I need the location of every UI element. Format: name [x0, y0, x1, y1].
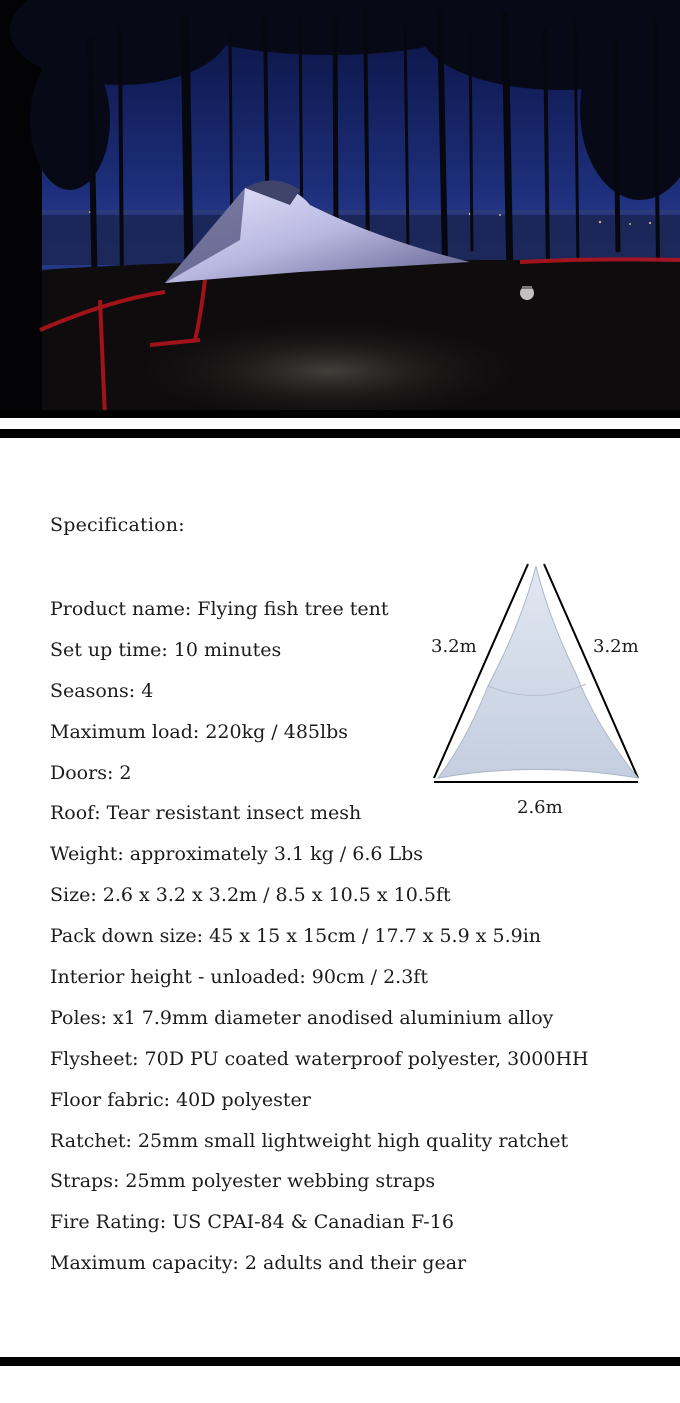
spec-heading: Specification: — [50, 514, 185, 536]
left-side-label: 3.2m — [431, 636, 477, 657]
spec-item: Interior height - unloaded: 90cm / 2.3ft — [50, 966, 428, 989]
spec-item: Straps: 25mm polyester webbing straps — [50, 1170, 436, 1193]
spec-item: Poles: x1 7.9mm diameter anodised aluminium alloy — [50, 1006, 554, 1029]
tent-fabric — [438, 566, 638, 778]
tent-dimension-diagram — [426, 556, 650, 796]
spec-item: Size: 2.6 x 3.2 x 3.2m / 8.5 x 10.5 x 10.5ft — [50, 884, 451, 907]
right-side-label: 3.2m — [593, 636, 639, 657]
spec-item: Maximum capacity: 2 adults and their gear — [50, 1252, 467, 1275]
spec-item: Weight: approximately 3.1 kg / 6.6 Lbs — [50, 843, 424, 866]
top-divider — [0, 429, 680, 438]
spec-item: Maximum load: 220kg / 485lbs — [50, 720, 349, 743]
spec-item: Fire Rating: US CPAI-84 & Canadian F-16 — [50, 1211, 454, 1234]
bottom-divider — [0, 1357, 680, 1366]
spec-item: Flysheet: 70D PU coated waterproof polyester, 3000HH — [50, 1047, 589, 1070]
spec-item: Product name: Flying fish tree tent — [50, 598, 389, 620]
tree-tent-night-scene — [0, 0, 680, 418]
base-label: 2.6m — [517, 797, 563, 818]
spec-item: Set up time: 10 minutes — [50, 638, 282, 661]
spec-item: Floor fabric: 40D polyester — [50, 1088, 311, 1111]
spec-item: Ratchet: 25mm small lightweight high quality ratchet — [50, 1129, 569, 1152]
spec-item: Pack down size: 45 x 15 x 15cm / 17.7 x 5.9 x 5.9in — [50, 925, 542, 948]
spec-item: Doors: 2 — [50, 761, 132, 784]
spec-item: Roof: Tear resistant insect mesh — [50, 802, 362, 825]
hero-photo — [0, 0, 680, 418]
spec-item: Seasons: 4 — [50, 679, 154, 702]
